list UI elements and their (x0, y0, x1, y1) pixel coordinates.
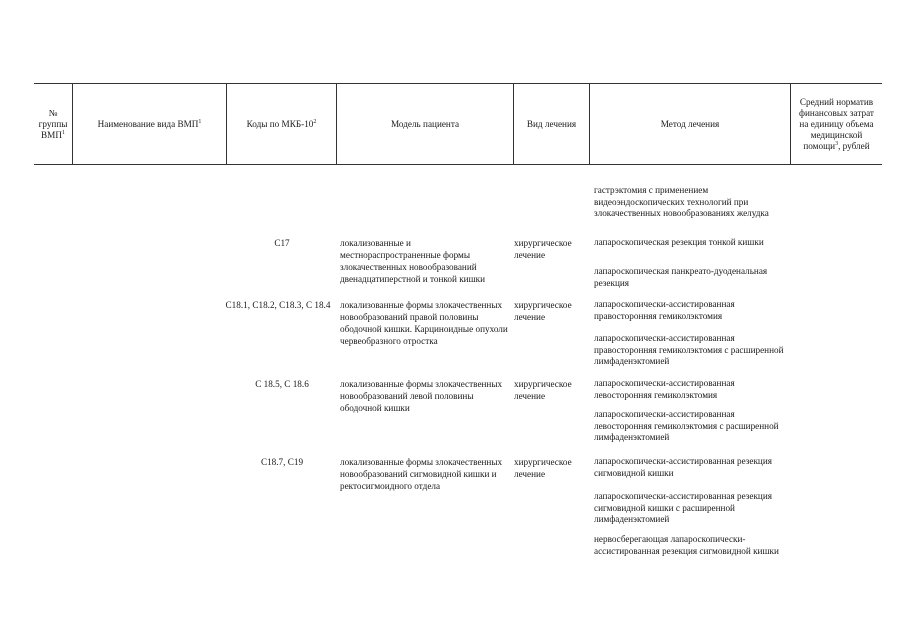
row-2-methods (594, 299, 784, 322)
row-1-methods (594, 237, 784, 249)
header-treatment-method-text: Метод лечения (660, 118, 720, 129)
table-header (34, 83, 882, 165)
header-vmp-name (72, 84, 226, 164)
method-item: лапароскопически-ассистированная резекция сигмовидной кишки с расширенной лимфаденэктомией (594, 491, 772, 524)
method-item: лапароскопически-ассистированная левосторонняя гемиколэктомия (594, 378, 735, 400)
row-4-methods-3 (594, 534, 784, 557)
method-item: лапароскопическая резекция тонкой кишки (594, 237, 764, 247)
row-3-methods (594, 378, 784, 401)
row-1-codes: C17 (274, 238, 290, 248)
row-4-codes: C18.7, C19 (260, 457, 304, 467)
method-item: лапароскопически-ассистированная левосторонняя гемиколэктомия с расширенной лимфаденэктомией (594, 409, 779, 442)
header-group-number (34, 84, 72, 164)
method-item: лапароскопическая панкреато-дуоденальная резекция (594, 266, 768, 288)
header-icd-codes-text: Коды по МКБ-10 (246, 118, 314, 129)
row-1-model: локализованные и местнораспространенные формы злокачественных новообразований двенадцатиперстной и тонкой кишки (340, 238, 486, 284)
row-4-treatment: хирургическое лечение (514, 457, 572, 479)
row-1-methods-2 (594, 266, 784, 289)
header-patient-model-text: Модель пациента (390, 118, 460, 129)
row-3-model: локализованные формы злокачественных новообразований левой половины ободочной кишки (340, 379, 503, 413)
header-group-number-text: № группы ВМП (38, 107, 68, 140)
header-treatment-type (513, 84, 589, 164)
row-3-treatment: хирургическое лечение (514, 379, 572, 401)
header-average-cost (790, 84, 882, 164)
header-treatment-method (589, 84, 790, 164)
row-2-methods-2 (594, 333, 784, 368)
footnote-mark: 1 (198, 118, 202, 125)
footnote-mark: 1 (61, 129, 65, 136)
row-3-codes: C 18.5, C 18.6 (255, 379, 309, 389)
method-item: лапароскопически-ассистированная правосторонняя гемиколэктомия (594, 299, 735, 321)
row-4-methods-2 (594, 491, 784, 526)
row-3-methods-2 (594, 409, 784, 444)
method-item: нервосберегающая лапароскопически-ассистированная резекция сигмовидной кишки (594, 534, 779, 556)
row-0-methods (594, 185, 784, 220)
row-2-model: локализованные формы злокачественных новообразований правой половины ободочной кишки. Карциноидные опухоли червеобразного отростка (340, 300, 508, 346)
header-average-cost-text: Средний норматив финансовых затрат на единицу объема медицинской помощи (799, 96, 874, 151)
header-vmp-name-text: Наименование вида ВМП (97, 118, 199, 129)
footnote-mark: 2 (313, 118, 317, 125)
method-item: лапароскопически-ассистированная правосторонняя гемиколэктомия с расширенной лимфаденэктомией (594, 333, 784, 366)
header-icd-codes (226, 84, 336, 164)
footnote-mark: 3 (835, 140, 839, 147)
header-patient-model (336, 84, 513, 164)
header-treatment-type-text: Вид лечения (526, 118, 577, 129)
row-2-codes: C18.1, C18.2, C18.3, C 18.4 (225, 300, 331, 310)
row-4-model: локализованные формы злокачественных новообразований сигмовидной кишки и ректосигмоидного отдела (340, 457, 503, 491)
row-4-methods (594, 456, 784, 479)
row-2-treatment: хирургическое лечение (514, 300, 572, 322)
method-item: лапароскопически-ассистированная резекция сигмовидной кишки (594, 456, 772, 478)
row-1-treatment: хирургическое лечение (514, 238, 572, 260)
header-average-cost-unit: , рублей (838, 140, 870, 151)
method-item: гастрэктомия с применением видеоэндоскопических технологий при злокачественных новообразованиях желудка (594, 185, 769, 218)
